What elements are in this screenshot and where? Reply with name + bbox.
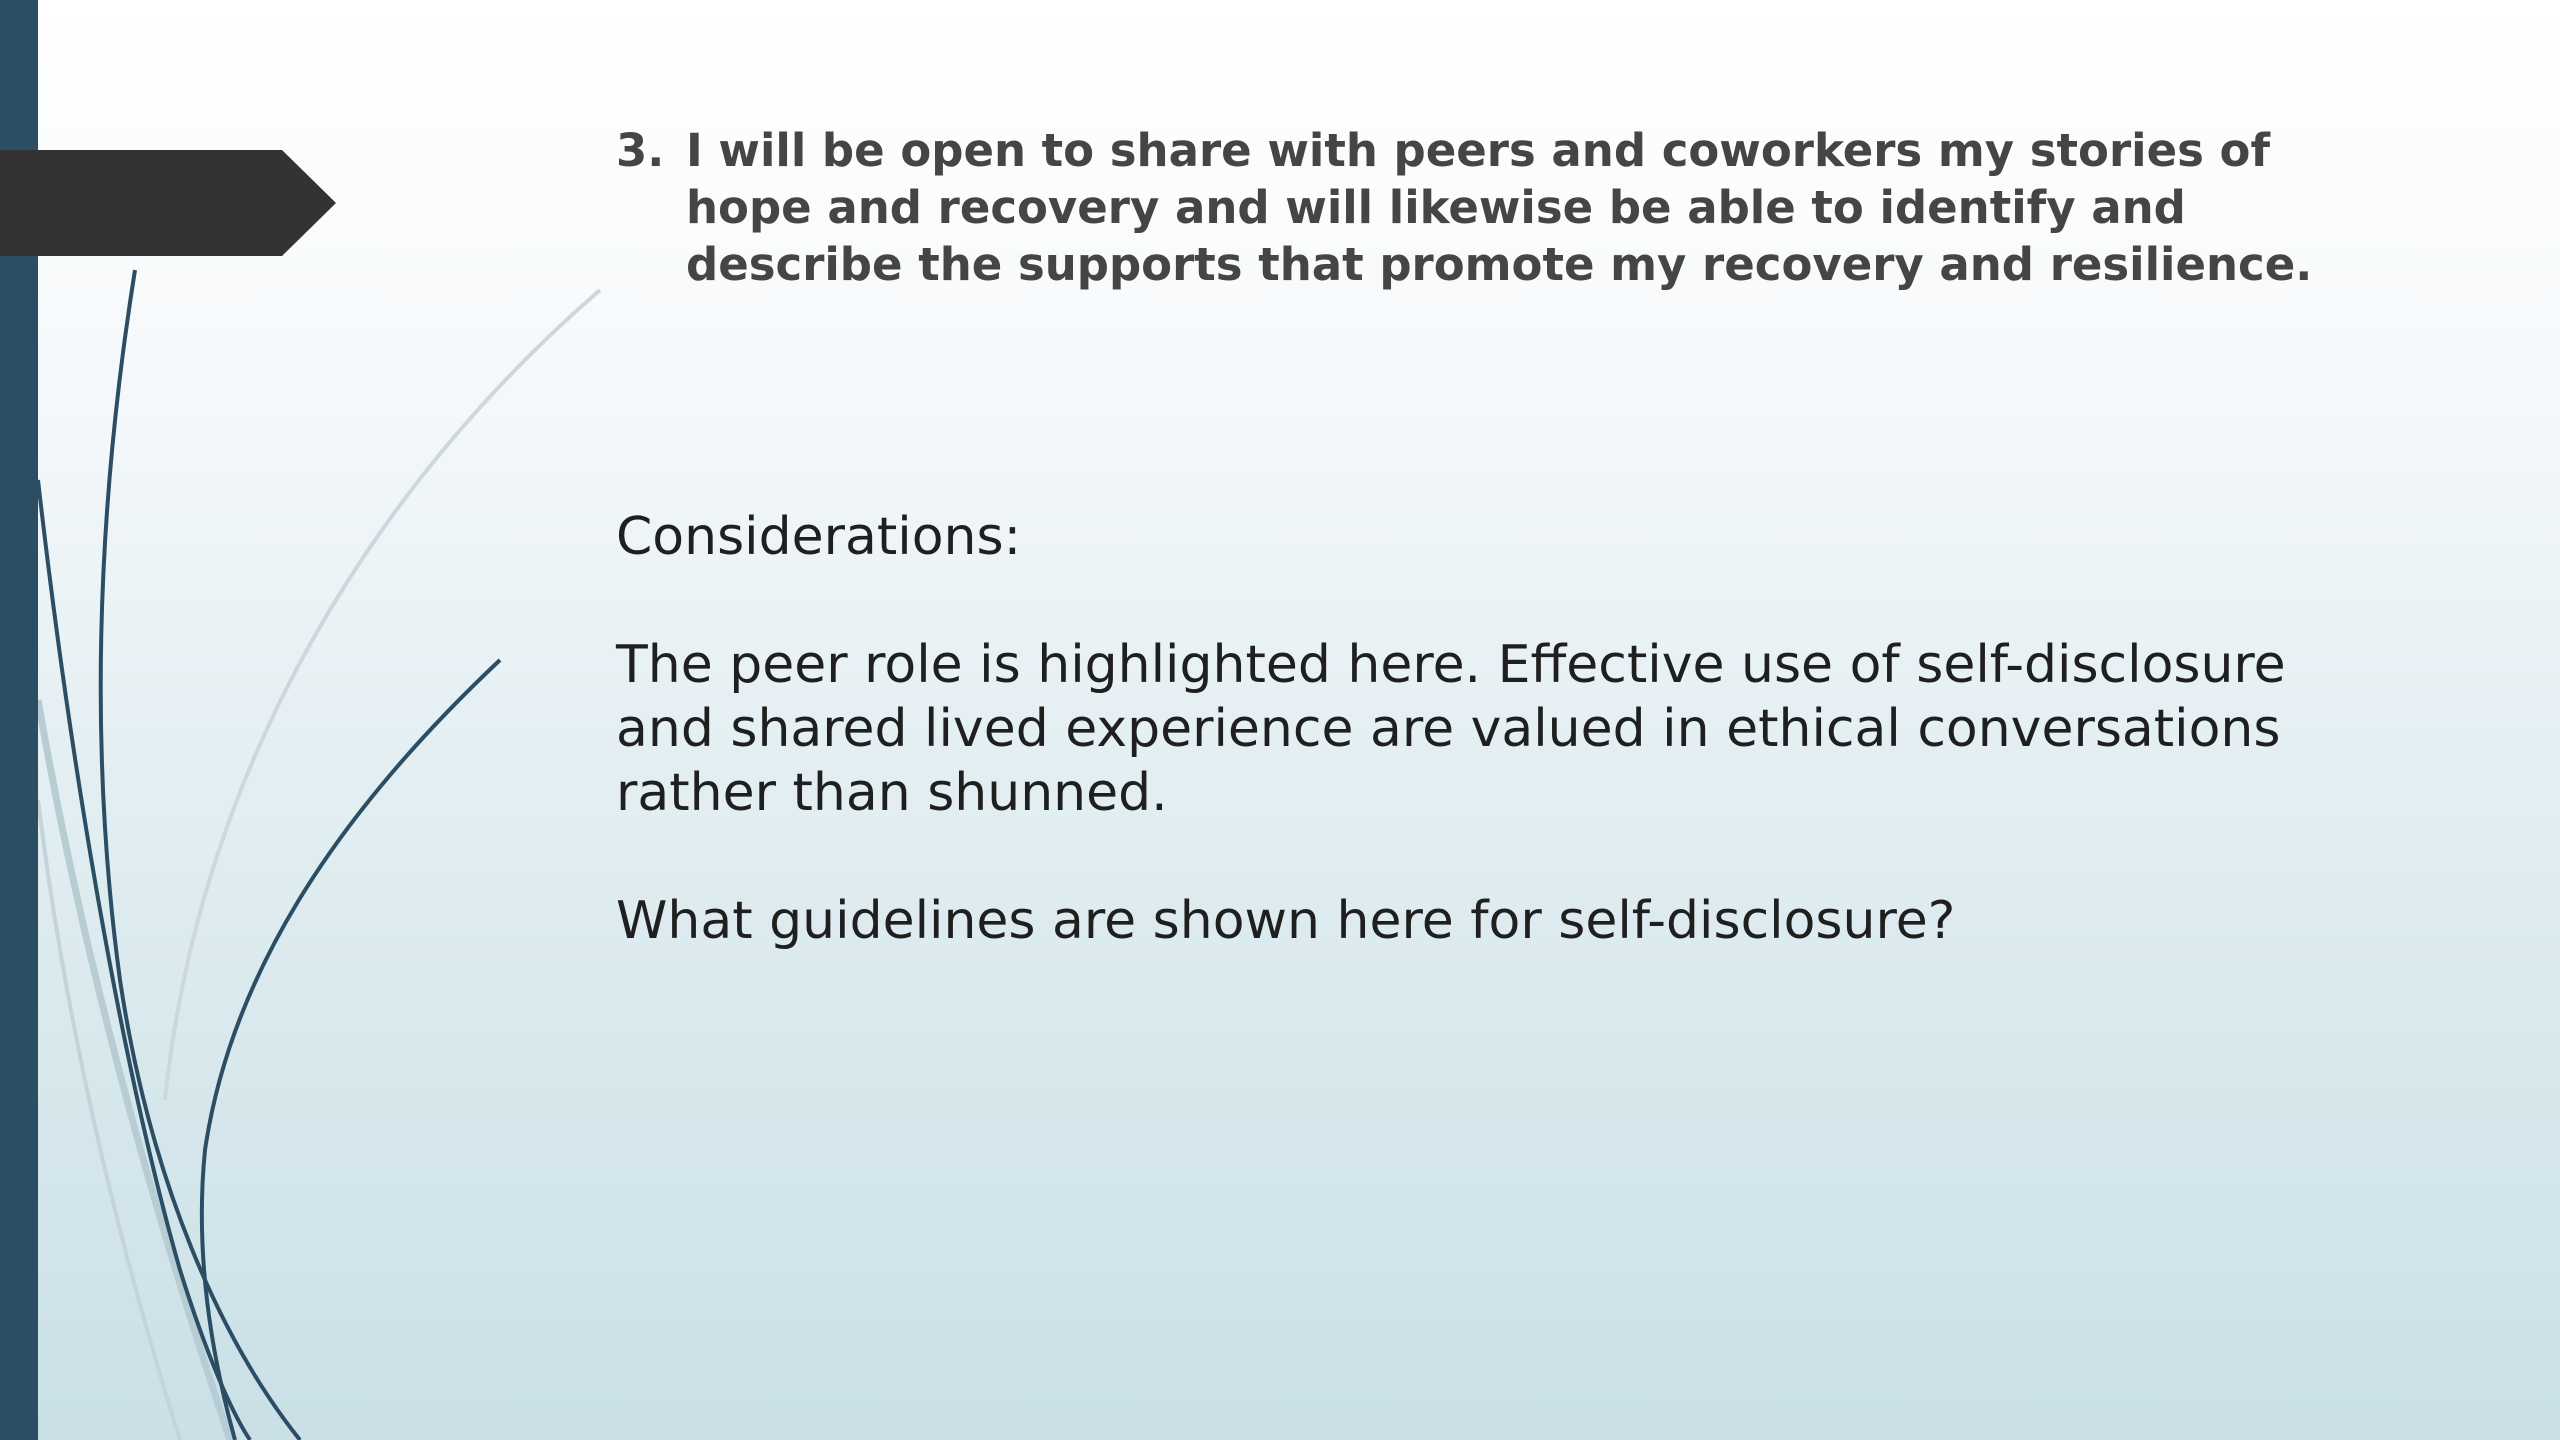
item-text: I will be open to share with peers and coworkers my stories of hope and recovery and will likewise be able to identify and describe the supports that promote my recovery and resilience. — [686, 124, 2313, 291]
considerations-heading: Considerations: — [616, 507, 1022, 567]
numbered-item — [616, 122, 2356, 293]
considerations-section — [616, 505, 2376, 953]
considerations-body: The peer role is highlighted here. Effective use of self-disclosure and shared lived experience are valued in ethical conversations rather than shunned. — [616, 635, 2286, 823]
item-number: 3. — [616, 124, 665, 177]
arrow-tab-shape — [0, 150, 336, 256]
considerations-question: What guidelines are shown here for self-disclosure? — [616, 891, 1956, 951]
